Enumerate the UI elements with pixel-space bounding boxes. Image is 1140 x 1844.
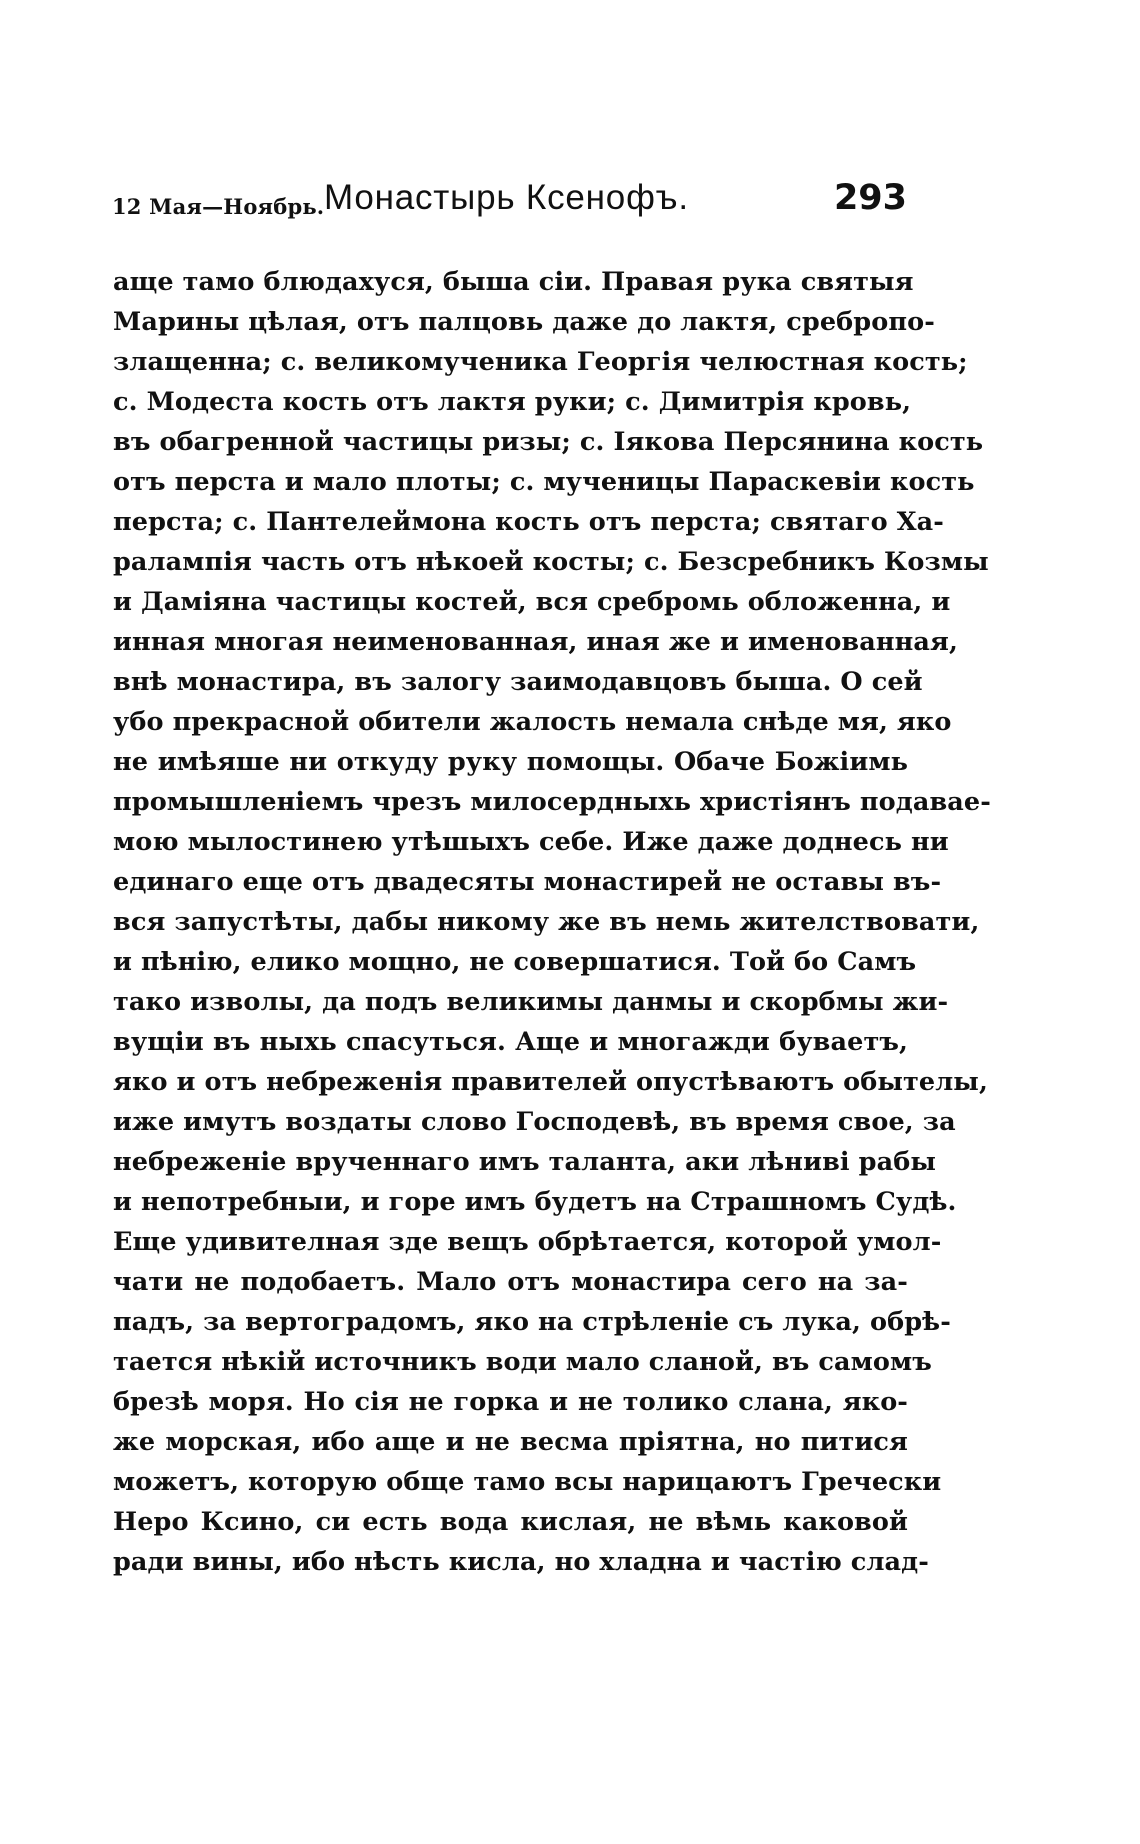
text-line: Марины цѣлая, отъ палцовь даже до лактя, сребропо- xyxy=(113,307,935,337)
text-line: въ обагренной частицы ризы; с. Іякова Персянина кость xyxy=(113,427,984,457)
text-line: единаго еще отъ двадесяты монастирей не оставы въ- xyxy=(113,867,942,897)
text-line: падъ, за вертоградомъ, яко на стрѣленіе съ лука, обрѣ- xyxy=(113,1307,951,1337)
text-line: можетъ, которую обще тамо всы нарицаютъ Гречески xyxy=(113,1467,942,1497)
text-line: мою мылостинею утѣшыхъ себе. Иже даже доднесь ни xyxy=(113,827,949,857)
text-line: злащенна; с. великомученика Георгія челюстная кость; xyxy=(113,347,968,377)
text-line: чати не подобаетъ. Мало отъ монастира сего на за- xyxy=(113,1267,908,1297)
text-line: инная многая неименованная, иная же и именованная, xyxy=(113,627,958,657)
text-line: не имѣяше ни откуду руку помощы. Обаче Божіимь xyxy=(113,747,908,777)
text-line: аще тамо блюдахуся, быша сіи. Правая рука святыя xyxy=(113,267,914,297)
text-line: иже имутъ воздаты слово Господевѣ, въ время свое, за xyxy=(113,1107,956,1137)
text-line: же морская, ибо аще и не весма пріятна, но питися xyxy=(113,1427,908,1457)
text-line: Еще удивителная зде вещъ обрѣтается, которой умол- xyxy=(113,1227,942,1257)
text-line: перста; с. Пантелеймона кость отъ перста; святаго Ха- xyxy=(113,507,944,537)
page-header xyxy=(112,178,907,228)
text-line: ради вины, ибо нѣсть кисла, но хладна и частію слад- xyxy=(113,1547,929,1577)
text-line: яко и отъ небреженія правителей опустѣваютъ обытелы, xyxy=(113,1067,988,1097)
text-line: и непотребныи, и горе имъ будетъ на Страшномъ Судѣ. xyxy=(113,1187,957,1217)
text-line: вся запустѣты, дабы никому же въ немь жителствовати, xyxy=(113,907,980,937)
text-line: брезѣ моря. Но сія не горка и не толико слана, яко- xyxy=(113,1387,908,1417)
text-line: тако изволы, да подъ великимы данмы и скорбмы жи- xyxy=(113,987,949,1017)
text-line: ралампія часть отъ нѣкоей косты; с. Безсребникъ Козмы xyxy=(113,547,989,577)
text-line: небреженіе врученнаго имъ таланта, аки лѣниві рабы xyxy=(113,1147,936,1177)
body-text xyxy=(113,262,991,1582)
text-line: убо прекрасной обители жалость немала снѣде мя, яко xyxy=(113,707,952,737)
page-number: 293 xyxy=(833,178,907,218)
text-line: внѣ монастира, въ залогу заимодавцовъ быша. О сей xyxy=(113,667,923,697)
text-line: отъ перста и мало плоты; с. мученицы Параскевіи кость xyxy=(113,467,975,497)
text-line: с. Модеста кость отъ лактя руки; с. Димитрія кровь, xyxy=(113,387,912,417)
header-date-range: 12 Мая—Ноябрь. xyxy=(112,194,325,219)
text-line: и Даміяна частицы костей, вся сребромь обложенна, и xyxy=(113,587,951,617)
text-line: вущіи въ ныхь спасуться. Аще и многажди буваетъ, xyxy=(113,1027,908,1057)
text-line: и пѣнію, елико мощно, не совершатися. Той бо Самъ xyxy=(113,947,917,977)
text-line: тается нѣкій источникъ води мало сланой, въ самомъ xyxy=(113,1347,932,1377)
header-title: Монастырь Ксенофъ. xyxy=(324,178,689,217)
text-line: Неро Ксино, си есть вода кислая, не вѣмь каковой xyxy=(113,1507,908,1537)
text-line: промышленіемъ чрезъ милосердныхь христіянъ подавае- xyxy=(113,787,991,817)
